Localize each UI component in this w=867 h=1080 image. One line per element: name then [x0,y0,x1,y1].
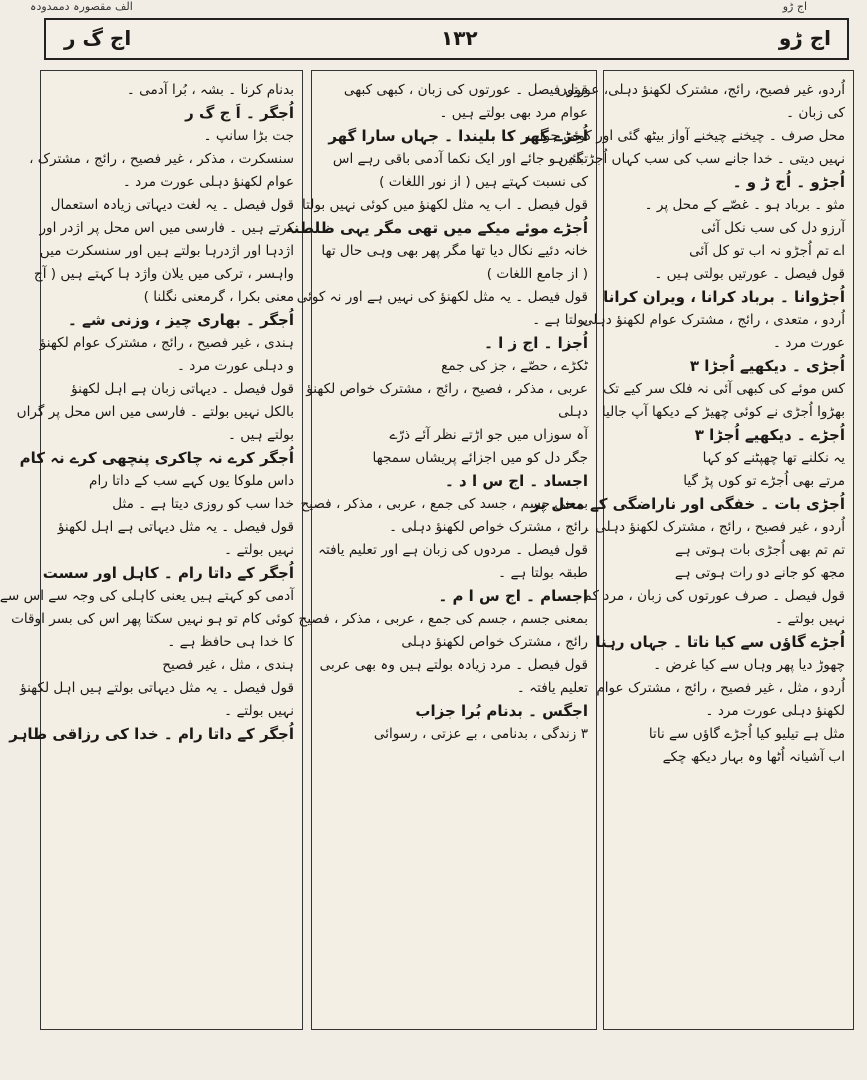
header-right-guide: اج ڑو [778,26,831,50]
text-line: اُجگر کرے نہ چاکری پنچھی کرے نہ کام [19,449,294,467]
text-line: اجساد ۔ اج س ا د ۔ [445,472,588,490]
text-line: قول فیصل ۔ عورتیں بولتی ہیں ۔ [654,266,845,282]
text-line: اجسام ۔ اج س ا م ۔ [438,587,588,605]
text-line: بمعنی جسم ، جسد کی جمع ، عربی ، مذکر ، فصیح [300,496,588,512]
text-line: قول فیصل ۔ یہ مثل دیہاتی ہے اہل لکھنؤ [57,519,294,535]
text-line: قول فیصل ۔ عورتوں کی زبان ، کبھی کبھی [343,82,588,98]
left-column [0,70,303,1030]
text-line: کا خدا ہی حافظ ہے ۔ [167,634,294,650]
text-line: اجگس ۔ بدنام بُرا جزاب [415,702,588,720]
top-strip [0,0,867,16]
text-line: اُجڑے گاؤں سے کیا ناتا ۔ جہاں رہنا [595,633,845,651]
text-line: معنی بکرا ، گرمعنی نگلنا ) [143,289,294,305]
text-line: بدنام کرنا ۔ بشہ ، بُرا آدمی ۔ [126,82,294,98]
text-line: اُردو ، مثل ، غیر فصیح ، رائج ، مشترک عوام [596,680,845,696]
text-line: قول فیصل ۔ اب یہ مثل لکھنؤ میں کوئی نہیں بولتا [301,197,588,213]
text-line: چھوڑ دیا پھر وہاں سے کیا غرض ۔ [653,657,845,673]
text-line: اُجڑے موئے میکے میں تھی مگر یہی ظلطنہ [285,219,588,237]
text-line: نہیں بولتے ۔ [775,611,845,627]
text-line: اُجڑو ۔ اُج ڑ و ۔ [732,173,845,191]
text-line: اُجگر کے داتا رام ۔ خدا کی رزاقی ظاہر [9,725,294,743]
text-line: مثل ہے تیلیو کیا اُجڑے گاؤں سے ناتا [648,726,845,742]
text-line: اُجڑی بات ۔ خفگی اور ناراضگی کے محل پر [531,495,845,513]
text-line: مثو ۔ برباد ہو ۔ غصّے کے محل پر ۔ [644,197,845,213]
text-line: اُجگر ۔ اَ ج گ ر [185,104,294,122]
text-line: عوام مرد بھی بولتے ہیں ۔ [439,105,588,121]
text-line: نہیں دیتی ۔ خدا جانے سب کی سب کہاں اُجڑ گئیں [558,151,845,167]
text-line: جت بڑا سانپ ۔ [203,128,294,144]
text-line: بالکل نہیں بولتے ۔ فارسی میں اس محل پر گراں [16,404,294,420]
text-line: جگر دل کو میں اجزائے پریشاں سمجھا [372,450,588,466]
text-line: اُجڑی ۔ دیکھیے اُجڑا ۳ [689,357,845,375]
text-line: بولتا ہے ۔ [532,312,588,328]
text-line: اُردو ، متعدی ، رائج ، مشترک عوام لکھنؤ دہلی [581,312,845,328]
text-line: اُجزا ۔ اج ز ا ۔ [484,334,588,352]
text-line: عربی ، مذکر ، فصیح ، رائج ، مشترک خواص لکھنؤ [306,381,588,397]
middle-column [285,70,597,1030]
text-line: تعلیم یافتہ ۔ [516,680,588,696]
text-line: قول فیصل ۔ یہ لغت دیہاتی زیادہ استعمال [50,197,294,213]
text-line: قول فیصل ۔ صرف عورتوں کی زبان ، مرد کم [583,588,845,604]
text-line: کی نسبت کہتے ہیں ( از نور اللغات ) [379,174,588,190]
text-line: اُجڑے گھر کا بلیندا ۔ جہاں سارا گھر [328,127,588,145]
text-line: ( از جامع اللغات ) [486,266,588,282]
text-line: اے تم اُجڑو نہ اب تو کل آئی [689,243,845,259]
text-line: مجھ کو جانے دو رات ہوتی ہے [674,565,845,581]
text-line: اب آشیانہ اُٹھا وہ بہار دیکھ چکے [662,749,845,765]
text-line: بولتے ہیں ۔ [227,427,294,443]
text-line: خانہ دئیے نکال دیا تھا مگر پھر بھی وہی حال تھا [321,243,588,259]
text-line: اژدہا اور اژدرہا بولتے ہیں اور سنسکرت میں [39,243,294,259]
text-line: محل صرف ۔ چیخنے چیخنے آواز بیٹھ گئی اور کوئی جواب [526,128,845,144]
middle-column-lines [285,79,588,746]
text-line: دہلی [558,404,588,420]
text-line: نہیں بولتے ۔ [224,542,294,558]
left-column-lines [0,79,294,746]
text-line: سنسکرت ، مذکر ، غیر فصیح ، رائج ، مشترک ، [29,151,294,167]
page-number: ١٣٢ [441,26,478,50]
text-line: ہندی ، مثل ، غیر فصیح [162,657,294,673]
text-line: رائج ، مشترک خواص لکھنؤ دہلی ۔ [389,519,588,535]
text-line: و دہلی عورت مرد ۔ [177,358,294,374]
text-line: یہ نکلنے تھا چھپٹنے کو کہا [702,450,845,466]
text-line: نہیں بولتے ۔ [224,703,294,719]
text-line: کس موئے کی کبھی آئی نہ فلک سر کیے تک [603,381,845,397]
top-left-text: الف مقصورہ دممدودہ [30,0,133,13]
text-line: قول فیصل ۔ یہ مثل لکھنؤ کی نہیں ہے اور نہ کوئی [296,289,588,305]
text-line: عورت مرد ۔ [773,335,845,351]
text-line: آدمی کو کہتے ہیں یعنی کاہلی کی وجہ سے اس سے [0,588,294,604]
text-line: واہسر ، ترکی میں یلان واژد ہا کہتے ہیں ( آج [33,266,294,282]
top-right-text: اج ڑو [782,0,807,13]
text-line: اُجڑے ۔ دیکھیے اُجڑا ۳ [694,426,845,444]
text-line: ۳ زندگی ، بدنامی ، بے عزتی ، رسوائی [373,726,588,742]
text-line: اُردو ، غیر فصیح ، رائج ، مشترک لکھنؤ دہلی ۔ [582,519,845,535]
text-line: قول فیصل ۔ مردوں کی زبان ہے اور تعلیم یافتہ [318,542,588,558]
text-line: کی زبان ۔ [786,105,845,121]
text-line: بھڑوا اُجڑی نے کوئی چھیڑ کے دیکھا آپ جالیا [601,404,845,420]
text-line: رائج ، مشترک خواص لکھنؤ دہلی [401,634,588,650]
text-line: قول فیصل ۔ یہ مثل دیہاتی بولتے ہیں اہل لکھنؤ [20,680,294,696]
header-left-guide: اج گ ر [64,26,132,50]
text-line: داس ملوکا یوں کہے سب کے داتا رام [89,473,294,489]
text-line: کوئی کام تو ہو نہیں سکتا پھر اس کی بسر اوقات [11,611,294,627]
text-line: آہ سوزاں میں جو اڑتے نظر آئے ذرّے [389,427,588,443]
text-line: کرتے ہیں ۔ فارسی میں اس محل پر اژدر اور [39,220,294,236]
text-line: تم تم بھی اُجڑی بات ہوتی ہے [674,542,845,558]
text-line: آرزو دل کی سب نکل آئی [700,220,845,236]
text-line: قول فیصل ۔ مرد زیادہ بولتے ہیں وہ بھی عربی [319,657,588,673]
text-line: لکھنؤ دہلی عورت مرد ۔ [705,703,845,719]
text-line: اُجگر ۔ بھاری چیز ، وزنی شے ۔ [68,311,294,329]
text-line: تباہ ہو جائے اور ایک نکما آدمی باقی رہے اس [332,151,588,167]
text-line: بمعنی جسم ، جسم کی جمع ، عربی ، مذکر ، فصیح [298,611,588,627]
text-line: مرتے بھی اُجڑے تو کوں پڑ گیا [683,473,845,489]
text-line: اُردو، غیر فصیح، رائج، مشترک لکھنؤ دہلی، عورتوں [556,82,845,98]
text-line: ٹکڑے ، حصّے ، جز کی جمع [441,358,588,374]
text-line: قول فیصل ۔ دیہاتی زبان ہے اہل لکھنؤ [71,381,294,397]
page-header [44,18,849,60]
text-line: ہندی ، غیر فصیح ، رائج ، مشترک عوام لکھنؤ [39,335,294,351]
text-line: اُجگر کے داتا رام ۔ کاہل اور سست [42,564,294,582]
text-line: خدا سب کو روزی دیتا ہے ۔ مثل [112,496,294,512]
text-line: اُجڑوانا ۔ برباد کرانا ، ویران کرانا [603,288,845,306]
text-line: طبقہ بولتا ہے ۔ [498,565,588,581]
text-line: عوام لکھنؤ دہلی عورت مرد ۔ [122,174,294,190]
